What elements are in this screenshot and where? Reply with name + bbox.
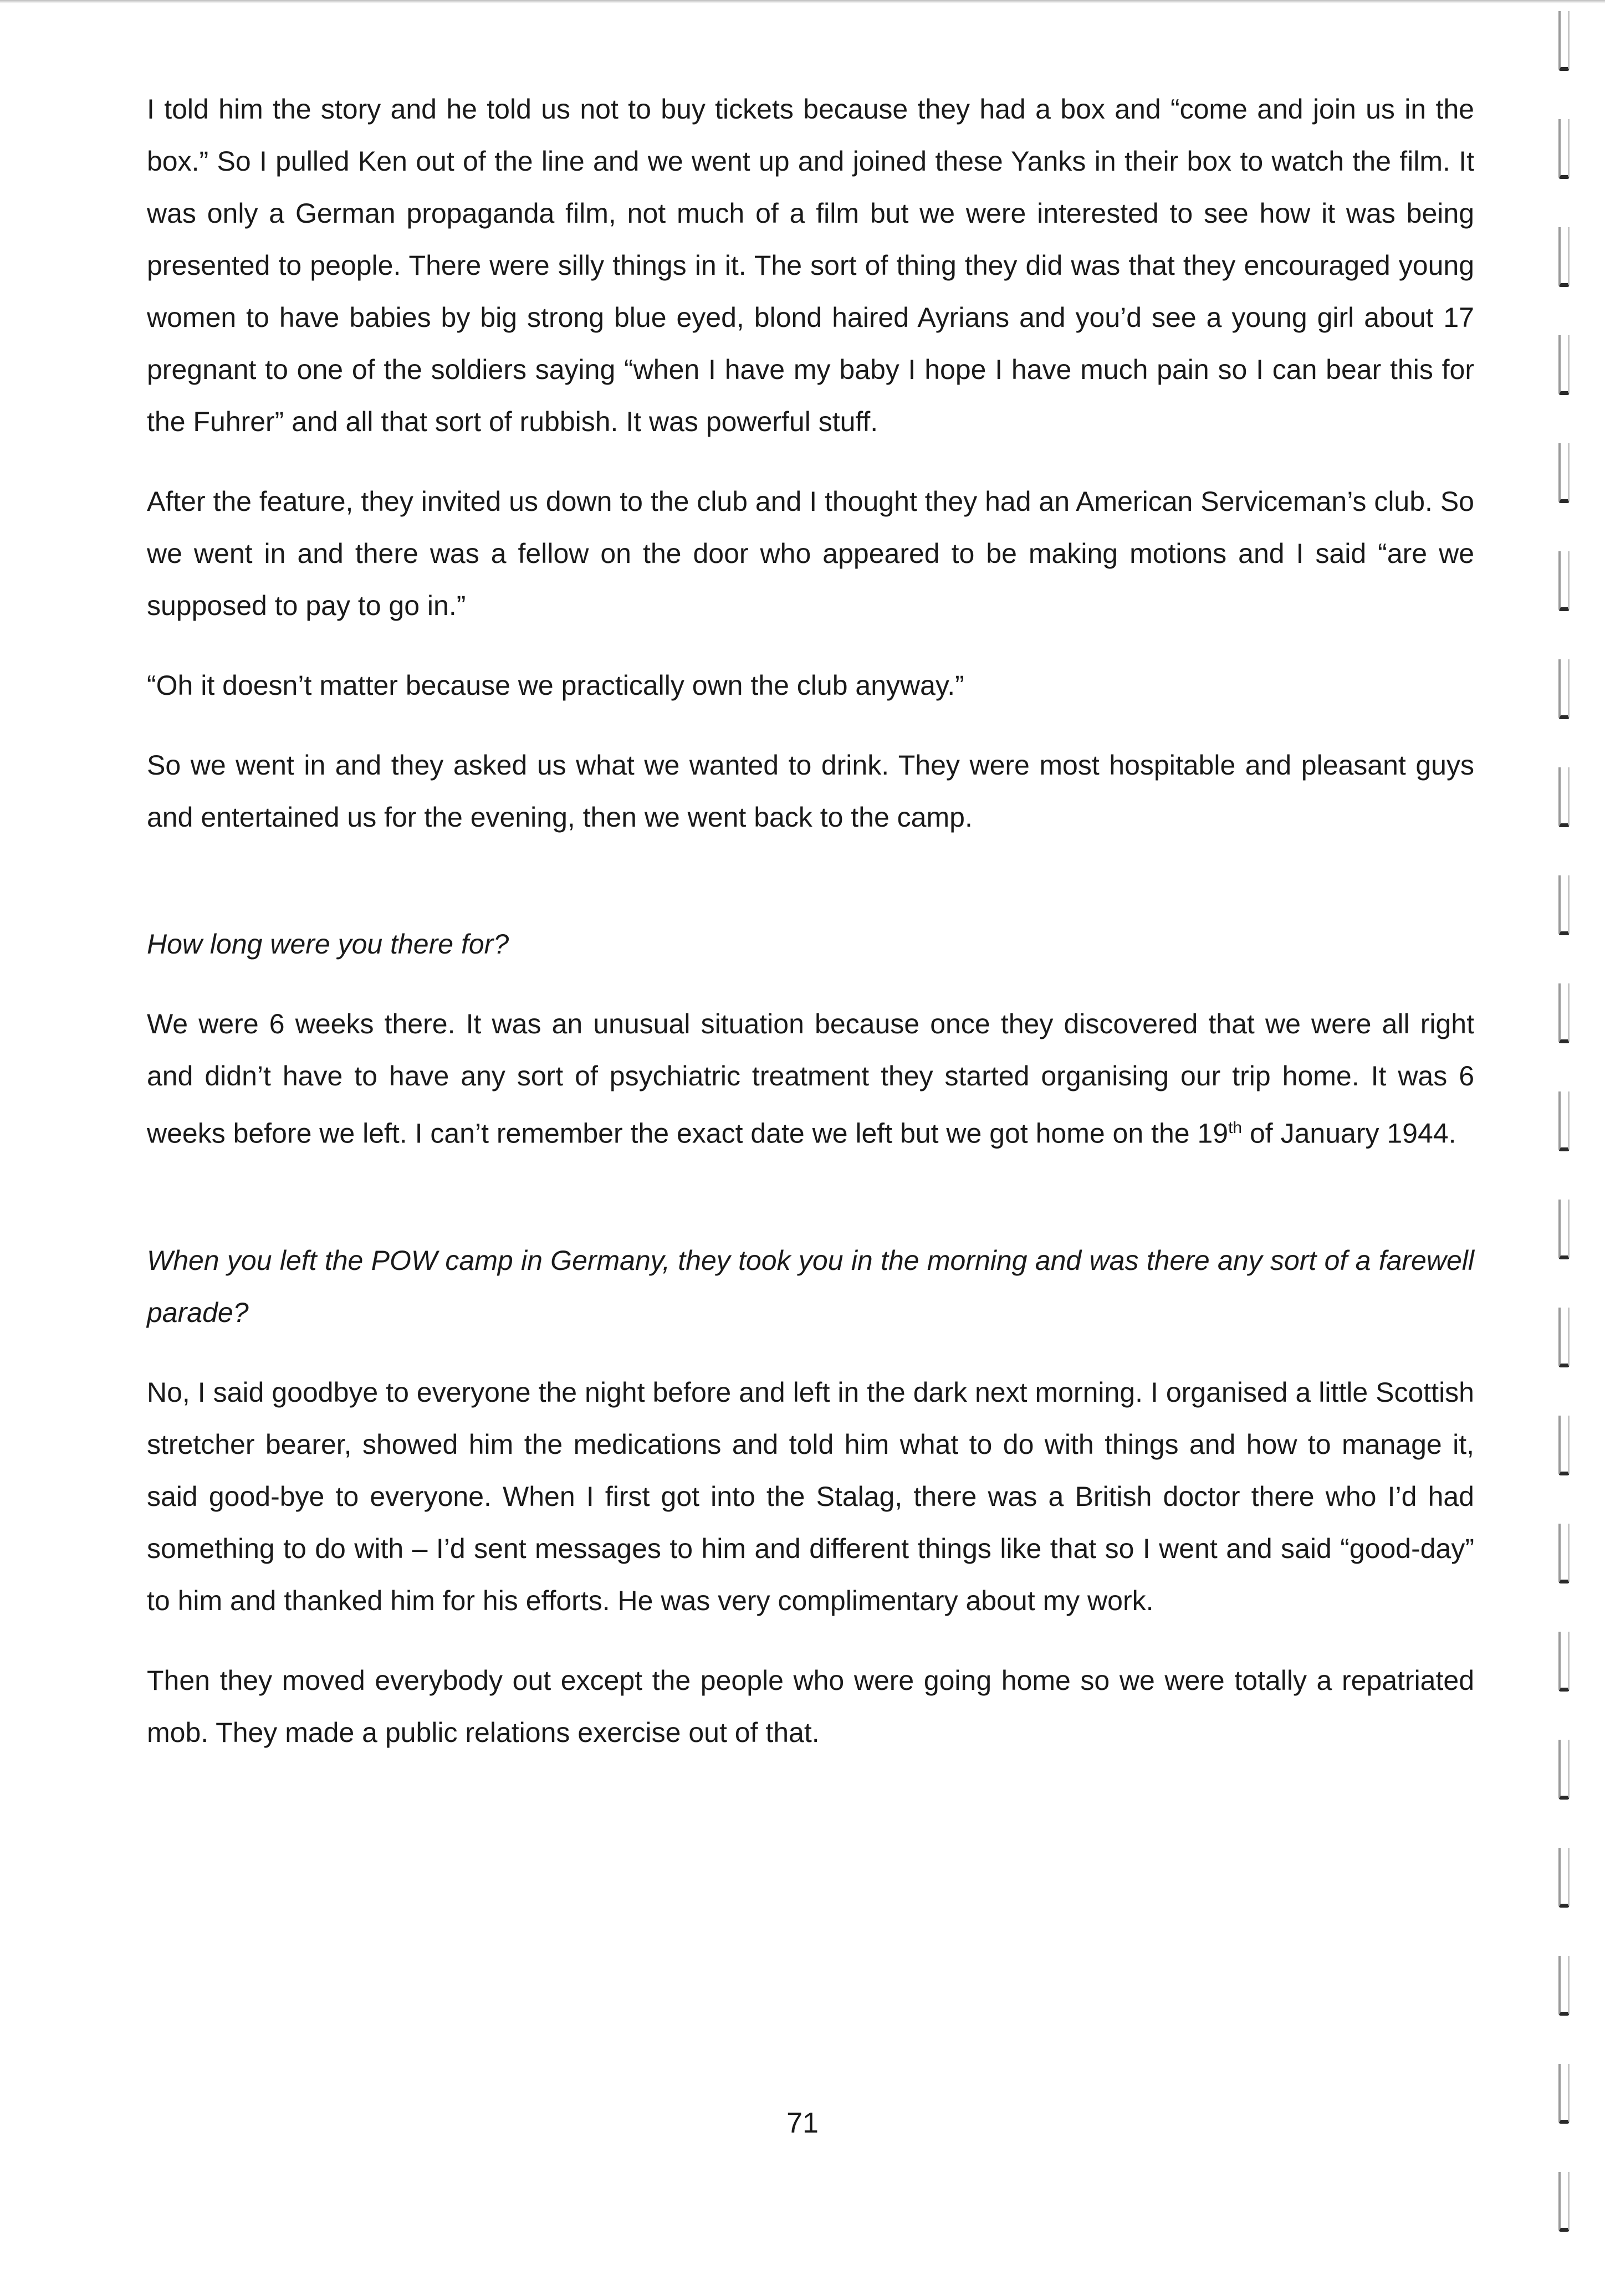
binding-ring (1558, 1740, 1570, 1800)
paragraph-six-weeks (147, 998, 1474, 1160)
binding-ring (1558, 1848, 1570, 1908)
binding-ring (1558, 443, 1570, 503)
page-number: 71 (786, 2107, 819, 2139)
paragraph-goodbye: No, I said goodbye to everyone the night before and left in the dark next morning. I organised a little Scottish stretcher bearer, showed him the medications and told him what to do with things and how to manage it, said good-bye to everyone. When I first got into the Stalag, there was a British doctor there who I’d had something to do with – I’d sent messages to him and different things like that so I went and said “good-day” to him and thanked him for his efforts. He was very complimentary about my work. (147, 1376, 1474, 1616)
binding-ring (1558, 2064, 1570, 2124)
binding-ring (1558, 2172, 1570, 2232)
binding-ring (1558, 11, 1570, 71)
paragraph-club-quote: “Oh it doesn’t matter because we practically own the club anyway.” (147, 670, 964, 701)
binding-ring (1558, 659, 1570, 719)
binding-ring (1558, 119, 1570, 179)
binding-ring (1558, 767, 1570, 827)
six-weeks-text: We were 6 weeks there. It was an unusual situation because once they discovered that we were all right and didn’t have to have any sort of psychiatric treatment they started organising our trip home. It was 6 weeks before we left. I can’t remember the exact date we left but we got home on the 19 (147, 1008, 1474, 1149)
binding-ring (1558, 1091, 1570, 1151)
paragraph-repatriated: Then they moved everybody out except the people who were going home so we were totally a repatriated mob. They made a public relations exercise out of that. (147, 1664, 1474, 1748)
question-how-long: How long were you there for? (147, 929, 509, 960)
binding-ring (1558, 983, 1570, 1043)
ordinal-suffix: th (1228, 1119, 1243, 1137)
binding-ring (1558, 551, 1570, 611)
paragraph-drinks: So we went in and they asked us what we wanted to drink. They were most hospitable and pleasant guys and entertained us for the evening, then we went back to the camp. (147, 750, 1474, 833)
paragraph-club-visit: After the feature, they invited us down to the club and I thought they had an American Serviceman’s club. So we went in and there was a fellow on the door who appeared to be making motions and I said “are we supposed to pay to go in.” (147, 486, 1474, 621)
binding-ring (1558, 1956, 1570, 2016)
binding-ring (1558, 227, 1570, 287)
paragraph-cinema-story: I told him the story and he told us not to buy tickets because they had a box and “come and join us in the box.” So I pulled Ken out of the line and we went up and joined these Yanks in their box to watch the film. It was only a German propaganda film, not much of a film but we were interested to see how it was being presented to people. There were silly things in it. The sort of thing they did was that they encouraged young women to have babies by big strong blue eyed, blond haired Ayrians and you’d see a young girl about 17 pregnant to one of the soldiers saying “when I have my baby I hope I have much pain so I can bear this for the Fuhrer” and all that sort of rubbish. It was powerful stuff. (147, 94, 1474, 437)
binding-ring (1558, 1416, 1570, 1475)
document-body (147, 83, 1474, 1786)
six-weeks-date-text: of January 1944. (1242, 1118, 1456, 1149)
binding-ring (1558, 1308, 1570, 1367)
question-farewell-parade: When you left the POW camp in Germany, they took you in the morning and was there any sort of a farewell parade? (147, 1244, 1474, 1328)
binding-ring (1558, 1632, 1570, 1692)
binding-ring (1558, 875, 1570, 935)
scan-top-edge (0, 0, 1605, 3)
binding-ring (1558, 1200, 1570, 1259)
binding-ring (1558, 335, 1570, 395)
binding-ring (1558, 1524, 1570, 1583)
